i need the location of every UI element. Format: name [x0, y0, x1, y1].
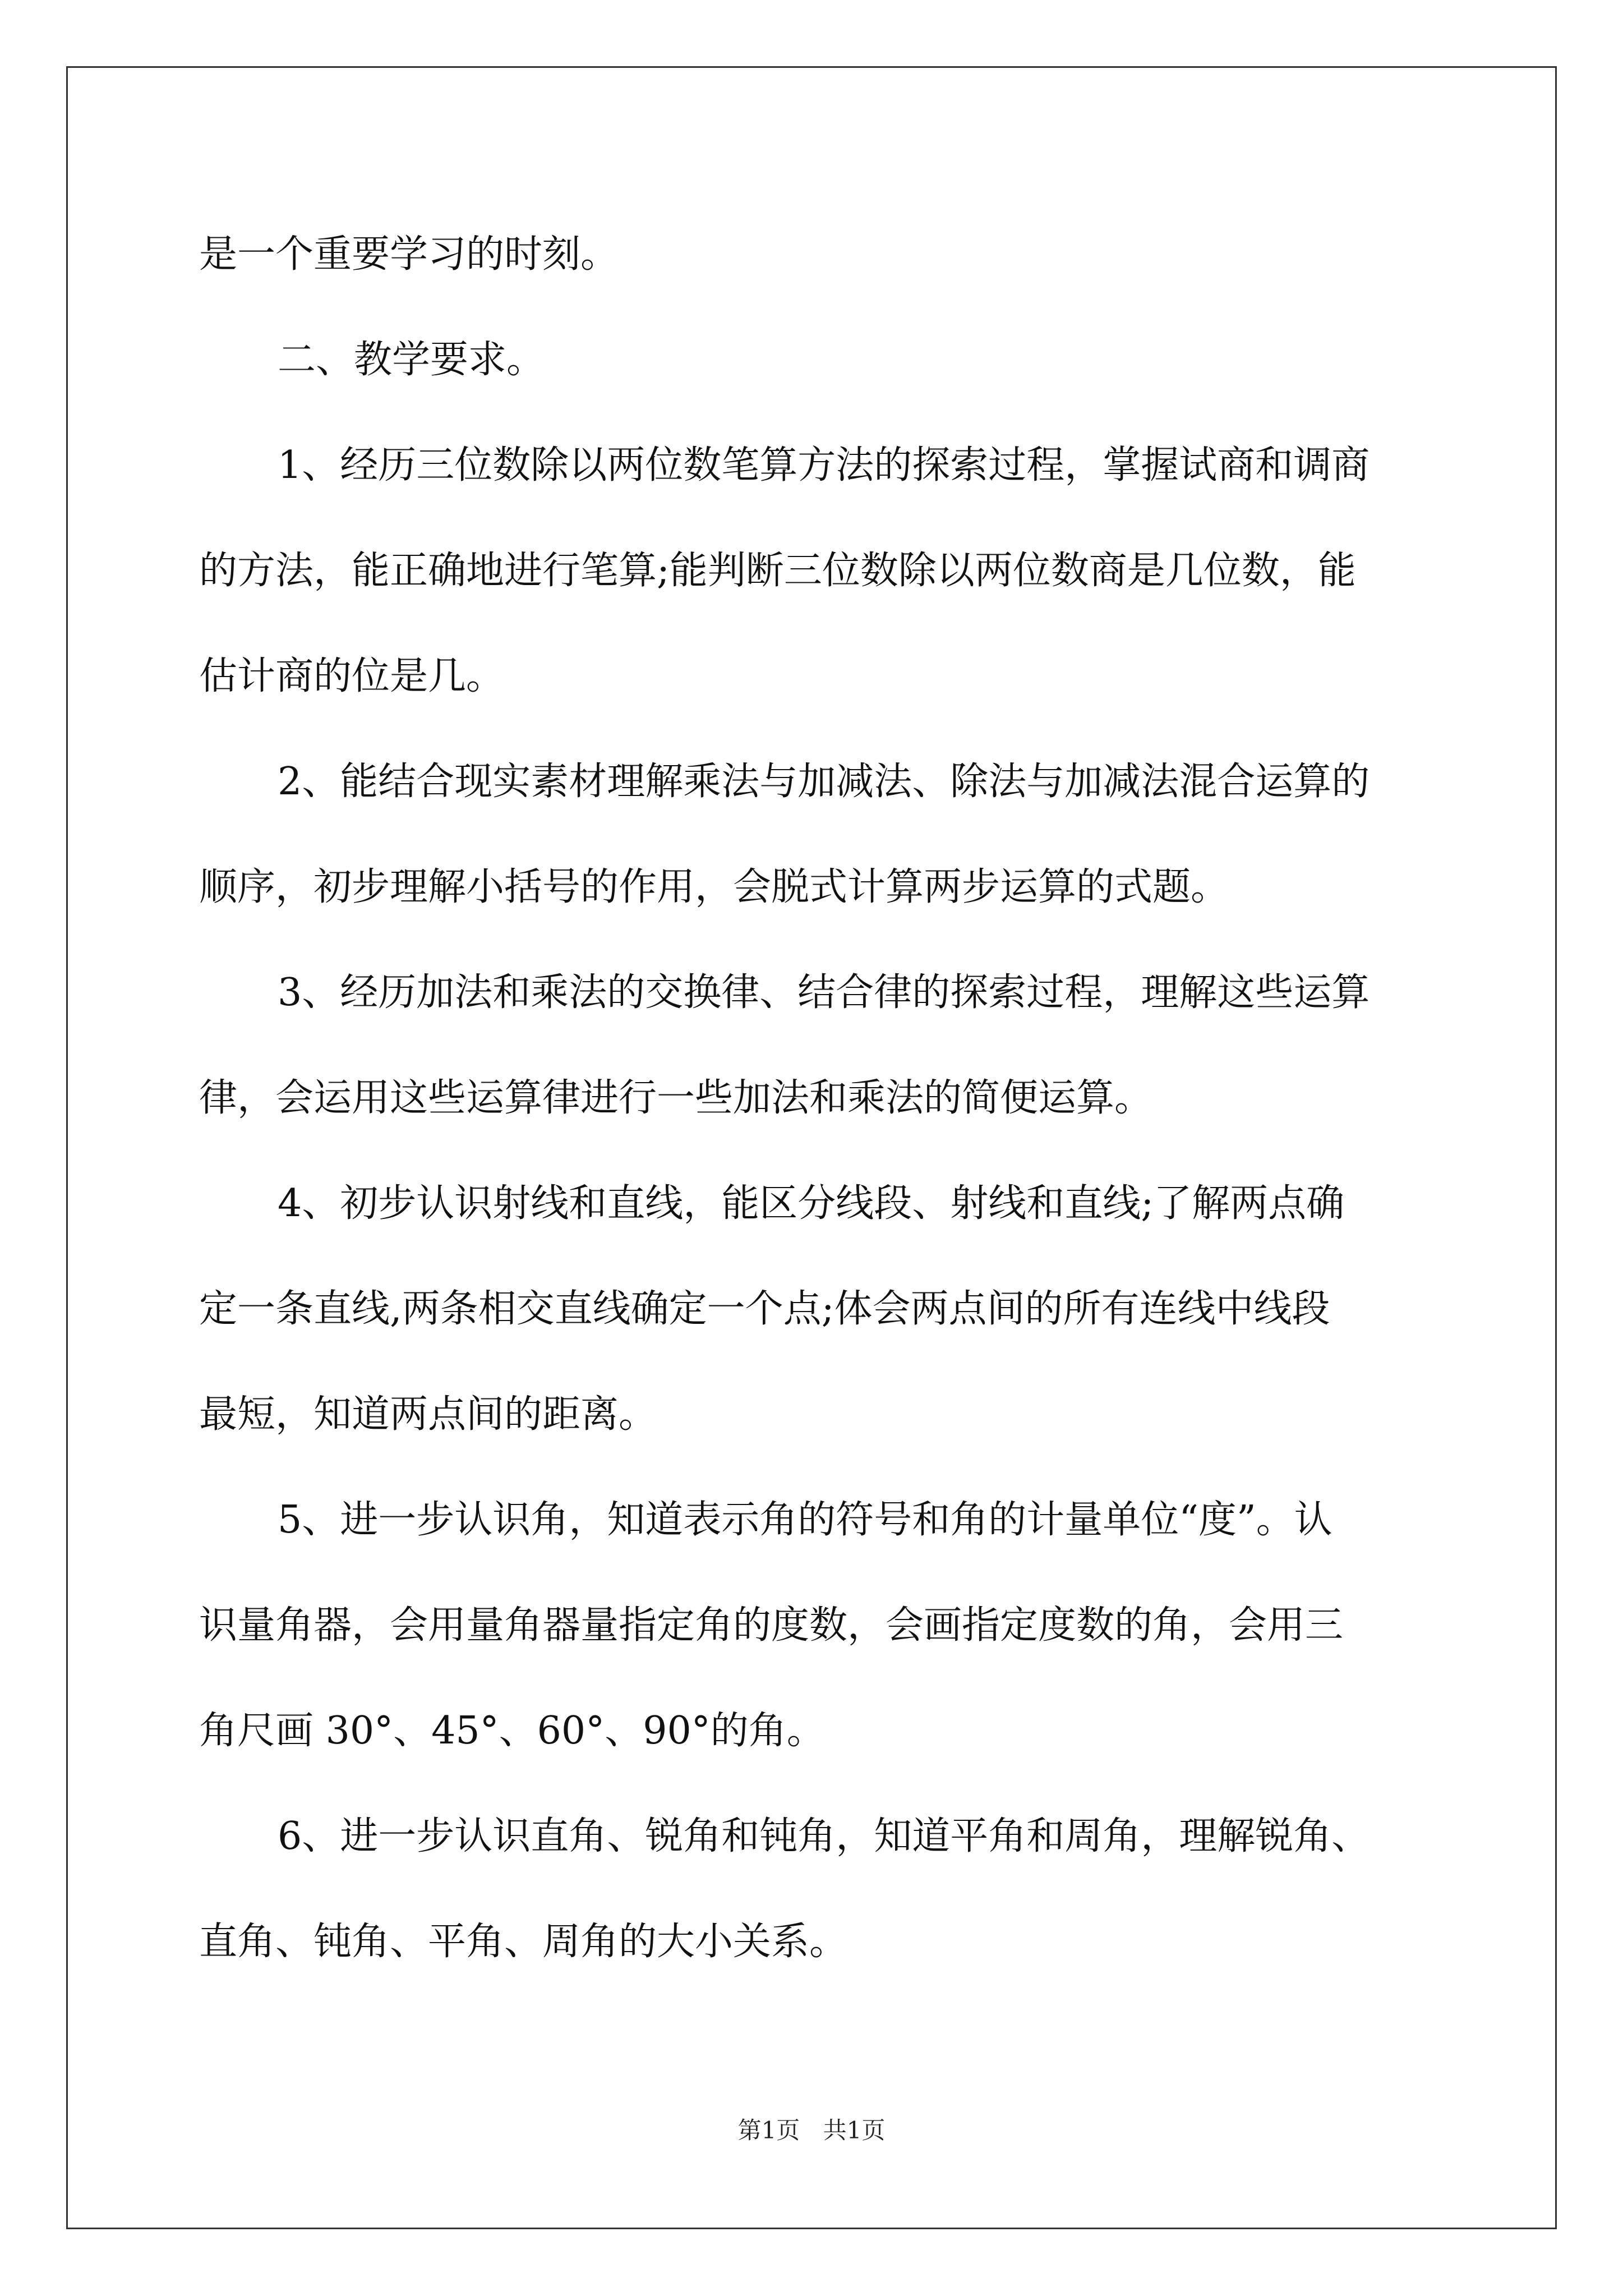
text-line: 5、进一步认识角，知道表示角的符号和角的计量单位“度”。认 — [278, 1498, 1332, 1542]
text-line: 角尺画 30°、45°、60°、90°的角。 — [199, 1709, 825, 1753]
text-line: 律，会运用这些运算律进行一些加法和乘法的简便运算。 — [199, 1076, 1153, 1120]
text-line: 识量角器，会用量角器量指定角的度数，会画指定度数的角，会用三 — [199, 1603, 1344, 1648]
text-line: 直角、钝角、平角、周角的大小关系。 — [199, 1920, 848, 1964]
text-line: 4、初步认识射线和直线，能区分线段、射线和直线;了解两点确 — [278, 1181, 1345, 1226]
page-number: 第1页 — [737, 2116, 800, 2144]
text-line: 是一个重要学习的时刻。 — [199, 232, 619, 277]
text-line: 顺序，初步理解小括号的作用，会脱式计算两步运算的式题。 — [199, 865, 1229, 909]
section-heading: 二、教学要求。 — [278, 338, 545, 382]
text-line: 的方法，能正确地进行笔算;能判断三位数除以两位数商是几位数，能 — [199, 549, 1356, 593]
text-line: 3、经历加法和乘法的交换律、结合律的探索过程，理解这些运算 — [278, 970, 1370, 1015]
text-line: 估计商的位是几。 — [199, 654, 505, 698]
text-line: 6、进一步认识直角、锐角和钝角，知道平角和周角，理解锐角、 — [278, 1814, 1370, 1858]
text-line: 最短，知道两点间的距离。 — [199, 1392, 657, 1437]
document-body — [199, 202, 1433, 1995]
text-line: 1、经历三位数除以两位数笔算方法的探索过程，掌握试商和调商 — [278, 443, 1370, 487]
text-line: 定一条直线,两条相交直线确定一个点;体会两点间的所有连线中线段 — [199, 1287, 1330, 1331]
page-total: 共1页 — [823, 2116, 886, 2144]
page-footer — [0, 2112, 1623, 2146]
text-line: 2、能结合现实素材理解乘法与加减法、除法与加减法混合运算的 — [278, 760, 1370, 804]
